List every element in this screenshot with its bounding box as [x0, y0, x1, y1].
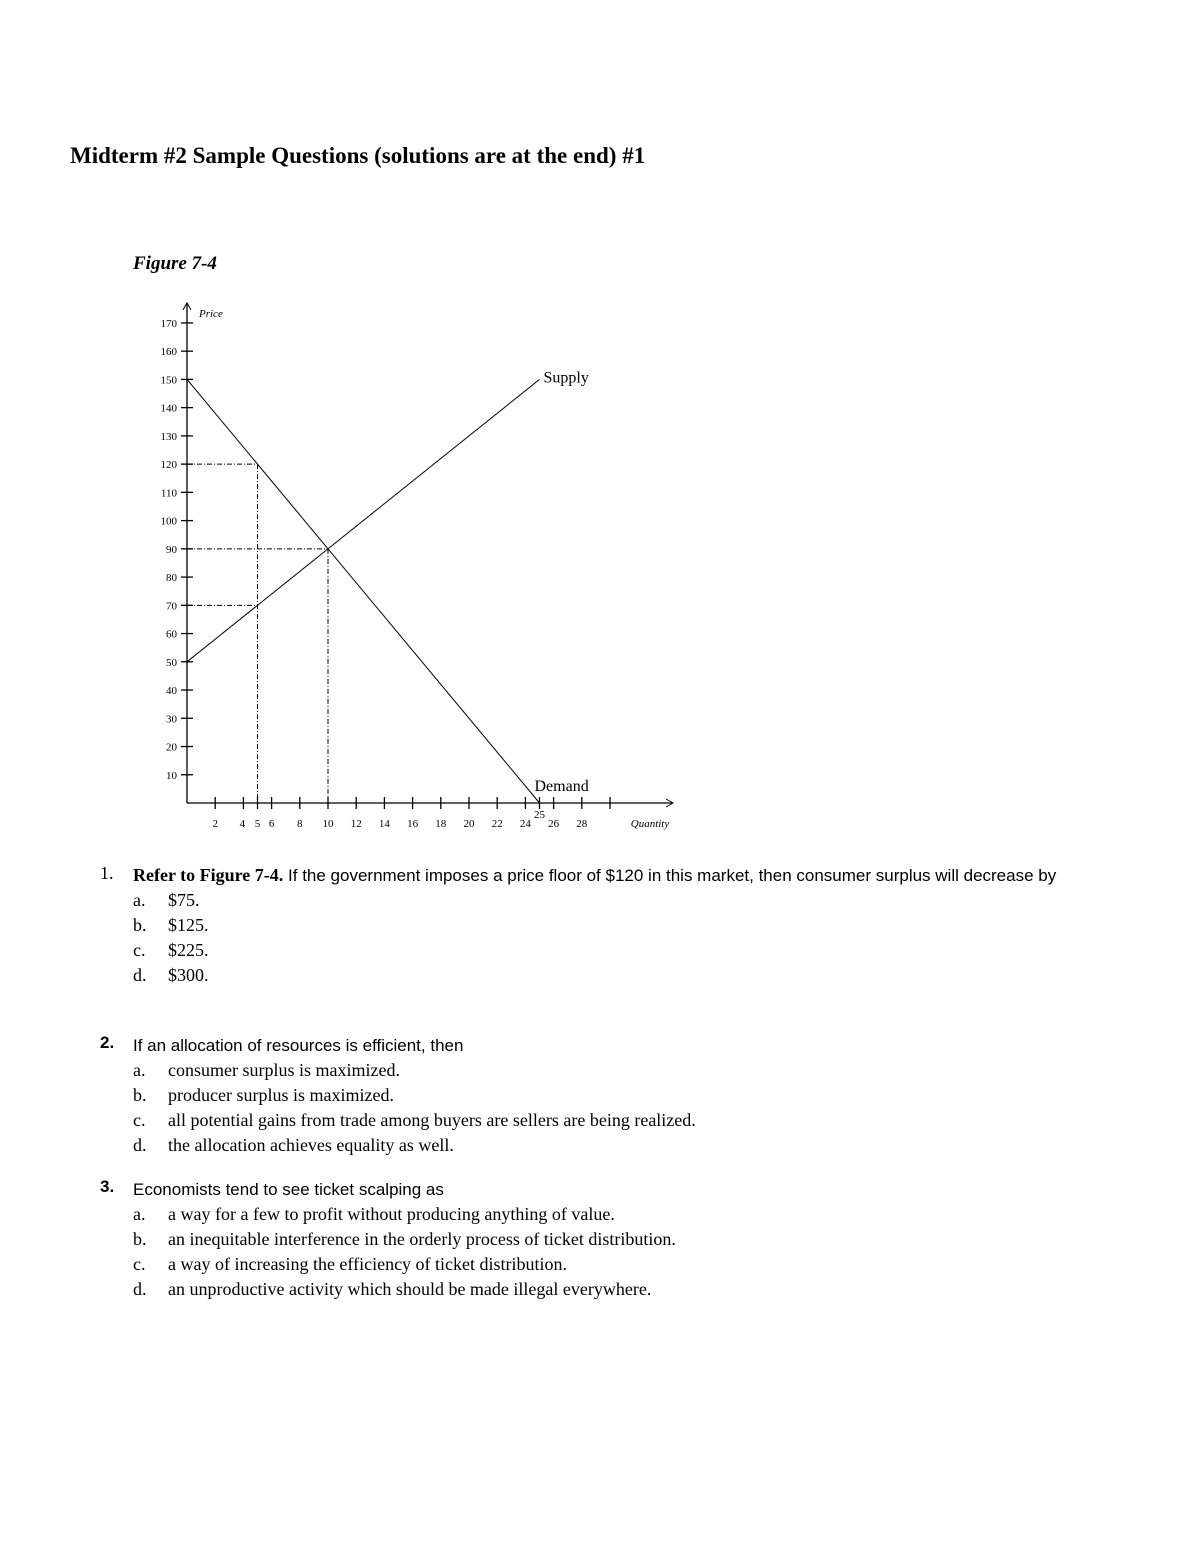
x-tick-label: 4 [239, 818, 246, 830]
y-tick-label: 30 [166, 713, 177, 726]
answer-option[interactable] [133, 1277, 1140, 1302]
option-text: consumer surplus is maximized. [168, 1060, 400, 1080]
question-1 [100, 863, 1140, 988]
question-number: 1. [100, 863, 114, 883]
answer-options [133, 1058, 1140, 1158]
y-tick-label: 60 [166, 628, 177, 641]
y-tick-label: 90 [166, 543, 177, 556]
y-tick-label: 100 [160, 515, 177, 528]
supply-label: Supply [543, 369, 589, 387]
x-tick-label: 25 [534, 809, 545, 821]
x-tick-label: 26 [548, 818, 560, 830]
option-text: a way for a few to profit without producing anything of value. [168, 1204, 615, 1224]
x-tick-label: 14 [378, 818, 390, 830]
answer-options [133, 888, 1140, 988]
option-text: an unproductive activity which should be made illegal everywhere. [168, 1279, 652, 1299]
option-letter: b. [133, 915, 147, 935]
answer-options [133, 1202, 1140, 1302]
demand-curve [187, 379, 540, 803]
y-tick-label: 150 [160, 374, 177, 387]
option-letter: c. [133, 1254, 146, 1274]
y-tick-label: 140 [160, 402, 177, 415]
x-tick-label: 5 [254, 818, 261, 830]
option-text: $75. [168, 890, 200, 910]
question-2 [100, 1033, 1140, 1158]
page-title: Midterm #2 Sample Questions (solutions are at the end) #1 [70, 143, 646, 168]
y-tick-label: 70 [166, 600, 177, 613]
y-tick-label: 170 [160, 317, 177, 330]
option-letter: c. [133, 940, 146, 960]
y-tick-label: 160 [160, 346, 177, 359]
answer-option[interactable] [133, 1133, 1140, 1158]
supply-curve [187, 379, 540, 661]
y-tick-label: 120 [160, 459, 177, 472]
y-tick-label: 130 [160, 430, 177, 443]
x-axis-label: Quantity [630, 818, 670, 830]
answer-option[interactable] [133, 938, 1140, 963]
option-text: $225. [168, 940, 209, 960]
option-letter: b. [133, 1229, 147, 1249]
option-text: producer surplus is maximized. [168, 1085, 394, 1105]
answer-option[interactable] [133, 1252, 1140, 1277]
answer-option[interactable] [133, 1108, 1140, 1133]
question-stem-text: If the government imposes a price floor of $120 in this market, then consumer surplus will decrease by [283, 866, 1057, 885]
option-text: $300. [168, 965, 209, 985]
figure-caption: Figure 7-4 [133, 253, 217, 274]
y-tick-label: 40 [166, 685, 177, 698]
y-tick-label: 80 [166, 572, 177, 585]
x-tick-label: 16 [407, 818, 419, 830]
option-text: the allocation achieves equality as well. [168, 1135, 454, 1155]
x-tick-label: 10 [322, 818, 334, 830]
y-tick-label: 10 [166, 769, 177, 782]
question-number: 3. [100, 1177, 115, 1196]
answer-option[interactable] [133, 1058, 1140, 1083]
option-text: all potential gains from trade among buyers are sellers are being realized. [168, 1110, 696, 1130]
question-stem: Economists tend to see ticket scalping as [133, 1180, 444, 1199]
question-stem [133, 863, 1056, 888]
answer-option[interactable] [133, 963, 1140, 988]
question-stem: If an allocation of resources is efficient, then [133, 1036, 464, 1055]
question-3 [100, 1177, 1140, 1302]
option-letter: c. [133, 1110, 146, 1130]
option-letter: a. [133, 890, 146, 910]
answer-option[interactable] [133, 1083, 1140, 1108]
option-text: an inequitable interference in the orderly process of ticket distribution. [168, 1229, 676, 1249]
option-letter: a. [133, 1204, 146, 1224]
x-tick-label: 2 [212, 818, 218, 830]
answer-option[interactable] [133, 888, 1140, 913]
option-text: $125. [168, 915, 209, 935]
answer-option[interactable] [133, 913, 1140, 938]
x-tick-label: 8 [297, 818, 303, 830]
x-tick-label: 20 [463, 818, 475, 830]
demand-label: Demand [534, 778, 589, 795]
option-letter: b. [133, 1085, 147, 1105]
x-tick-label: 22 [491, 818, 503, 830]
x-tick-label: 6 [268, 818, 275, 830]
option-text: a way of increasing the efficiency of ticket distribution. [168, 1254, 568, 1274]
answer-option[interactable] [133, 1202, 1140, 1227]
x-tick-label: 18 [435, 818, 447, 830]
option-letter: d. [133, 1135, 147, 1155]
option-letter: d. [133, 965, 147, 985]
answer-option[interactable] [133, 1227, 1140, 1252]
option-letter: a. [133, 1060, 146, 1080]
option-letter: d. [133, 1279, 147, 1299]
x-tick-label: 28 [576, 818, 588, 830]
y-tick-label: 110 [160, 487, 177, 500]
question-number: 2. [100, 1033, 115, 1052]
x-tick-label: 12 [350, 818, 362, 830]
y-axis-label: Price [199, 307, 223, 320]
question-stem-bold: Refer to Figure 7-4. [133, 865, 284, 885]
y-tick-label: 20 [166, 741, 177, 754]
y-tick-label: 50 [166, 656, 177, 669]
x-tick-label: 24 [519, 818, 531, 830]
